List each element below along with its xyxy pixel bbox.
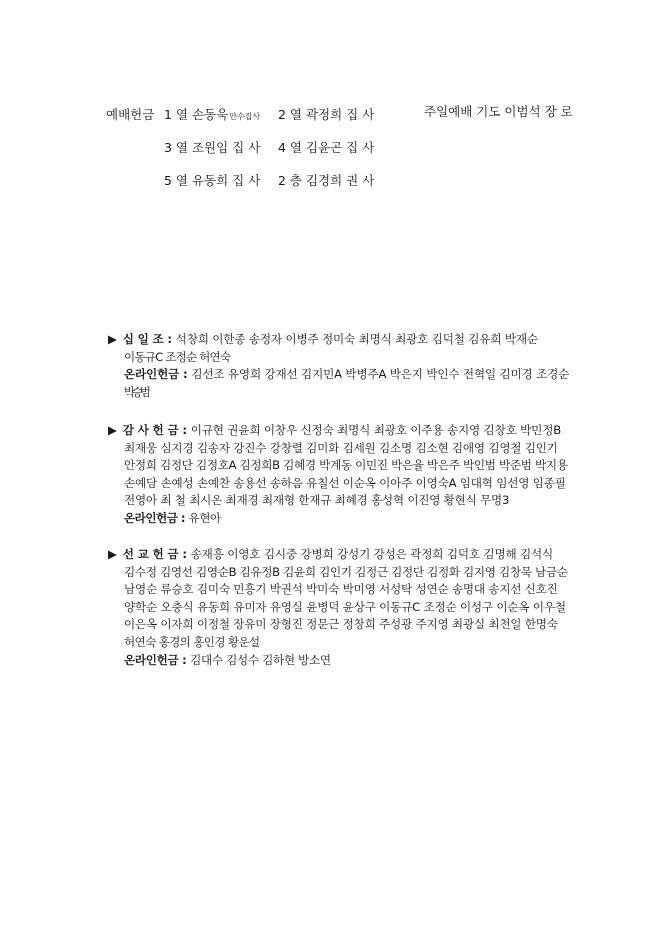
donor-line: 손예담 손예성 손예찬 송용선 송하음 유칠선 이순옥 이아주 이영숙A 임대혁 임선영 임종필 [124,475,566,490]
donor-line: 김수정 김영선 김영순B 김유정B 김윤희 김인기 김정근 김정단 김정화 김지영 김창묵 남금순 [124,564,568,579]
section-thanks: ▶ 감 사 헌 금 : 이규현 권윤희 이창우 신정숙 최명식 최광호 이주용 송지영 김창호 박민정B 최재웅 심지경 김송자 강진수 강창렬 김미화 김세원 김소명 김소현 김애영 김영철 김인기 안정희 김정단 김정호A 김정희B 김혜경 박계동 이민진 박은율 박은주 박인범 박준범 박지용 손예담 손예성 손예찬 송용선 송하음 유칠선 이순옥 이아주 이영숙A 임대혁 임선영 임종필 전영아 최 철 최시온 최재경 최재형 한재규 최혜경 홍성혁 이진영 황현식 무명3 온라인헌금 : 유현아 [108,422,578,528]
donor-line: 허연숙 홍경의 홍인경 황운설 [124,634,260,649]
section-heading: 선 교 헌 금 [122,547,179,561]
offering-row-2-a: 3 열 조원임 집 사 [164,140,261,155]
donor-line: 전영아 최 철 최시온 최재경 최재형 한재규 최혜경 홍성혁 이진영 황현식 무명3 [124,493,510,508]
online-line: 김대수 김성수 김하현 방소연 [190,652,331,667]
donor-line: 석창희 이한종 송정자 이병주 정미숙 최명식 최광호 김덕철 김유희 박재순 [175,332,538,346]
section-bullet: ▶ [108,332,117,346]
section-tithe: ▶ 십 일 조 : 석창희 이한종 송정자 이병주 정미숙 최명식 최광호 김덕철 김유희 박재순 이동규C 조정순 허연숙 온라인헌금 : 김선조 유영희 강재선 김지민A 박병주A 박은지 박인수 전혁일 김미경 조경순 박승범 [108,331,578,401]
offering-row-1-a-title: 안수집사 [229,112,261,121]
section-heading: 십 일 조 [122,332,164,346]
offering-label: 예배헌금 [106,107,155,122]
offering-row-1-a: 1 열 손동욱 [164,107,229,122]
donor-line: 남영순 류승호 김미숙 민흥기 박권석 박미숙 박미영 서성탁 성연순 송명대 송지선 신호진 [124,582,558,597]
donor-line: 송재흥 이영호 김시중 강병희 강성기 강성은 곽정희 김덕호 김명해 김석식 [190,547,554,561]
section-bullet: ▶ [108,547,117,561]
donor-line: 양학순 오충식 유동희 유미자 유영실 윤병덕 윤상구 이동규C 조정순 이성구 이순옥 이우철 [124,599,566,614]
online-label: 온라인헌금 [124,510,178,525]
offering-row-1 [164,107,260,124]
section-bullet: ▶ [108,423,117,437]
offering-row-1-b: 2 열 곽정희 집 사 [278,107,375,122]
section-heading: 감 사 헌 금 [122,423,179,437]
online-label: 온라인헌금 [124,367,180,382]
donor-line: 이규현 권윤희 이창우 신정숙 최명식 최광호 이주용 송지영 김창호 박민정B [190,423,562,437]
online-line: 김선조 유영희 강재선 김지민A 박병주A 박은지 박인수 전혁일 김미경 조경순 [191,367,570,382]
online-line: 유현아 [188,510,221,525]
online-label: 온라인헌금 [124,652,179,667]
donor-line: 이은옥 이자희 이정철 장유미 장형진 정문근 정창희 주성광 주지영 최광실 최천일 한명숙 [124,617,558,632]
offering-row-2-b: 4 열 김윤곤 집 사 [278,140,375,155]
prayer-info: 주일예배 기도 이범석 장 로 [424,104,573,119]
online-line: 박승범 [124,384,148,399]
section-mission: ▶ 선 교 헌 금 : 송재흥 이영호 김시중 강병희 강성기 강성은 곽정희 김덕호 김명해 김석식 김수정 김영선 김영순B 김유정B 김윤희 김인기 김정근 김정단 김정화 김지영 김창묵 남금순 남영순 류승호 김미숙 민흥기 박권석 박미숙 박미영 서성탁 성연순 송명대 송지선 신호진 양학순 오충식 유동희 유미자 유영실 윤병덕 윤상구 이동규C 조정순 이성구 이순옥 이우철 이은옥 이자희 이정철 장유미 장형진 정문근 정창희 주성광 주지영 최광실 최천일 한명숙 허연숙 홍경의 홍인경 황운설 온라인헌금 : 김대수 김성수 김하현 방소연 [108,546,578,669]
offering-row-3-b: 2 층 김경희 권 사 [278,173,375,188]
offering-row-3-a: 5 열 유동희 집 사 [164,173,261,188]
donor-line: 안정희 김정단 김정호A 김정희B 김혜경 박계동 이민진 박은율 박은주 박인범 박준범 박지용 [124,458,568,473]
donor-line: 최재웅 심지경 김송자 강진수 강창렬 김미화 김세원 김소명 김소현 김애영 김영철 김인기 [124,440,558,455]
donor-line: 이동규C 조정순 허연숙 [124,349,231,364]
